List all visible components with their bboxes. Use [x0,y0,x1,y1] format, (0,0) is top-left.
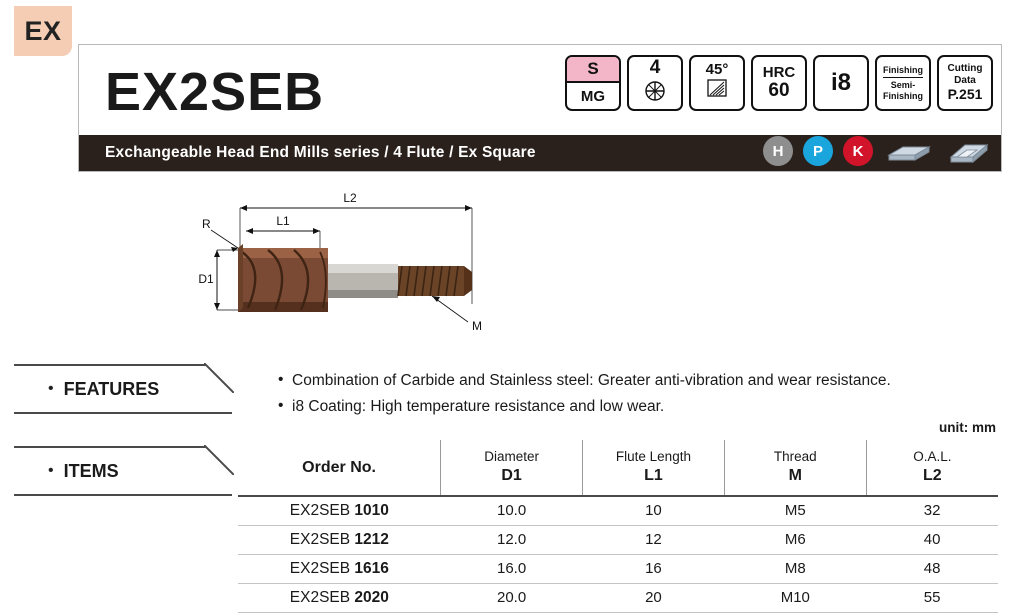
column-flute-length [583,440,725,496]
svg-text:M: M [472,319,482,333]
order-prefix: EX2SEB [289,501,355,519]
material-badge-k-label: K [852,142,864,160]
table-row [238,496,998,525]
badge-finishing-line2: Semi- [890,80,916,91]
material-badge-p [803,136,833,166]
order-code: 1010 [354,501,389,519]
items-table-body [238,496,998,612]
spec-badge-row [565,55,993,111]
cell-oal: 40 [866,525,998,554]
svg-text:D1: D1 [198,272,214,286]
features-section-tab [14,364,232,414]
cell-flute-length: 20 [583,583,725,612]
badge-flute-count-value: 4 [649,57,661,78]
order-code: 2020 [354,588,389,606]
series-corner-tag-label: EX [24,15,62,46]
series-corner-tag [14,6,72,56]
items-tab-corner [204,445,234,475]
svg-text:L1: L1 [276,214,290,228]
cell-order-no [238,496,441,525]
items-tab-label: ITEMS [63,460,119,481]
product-header-top [79,45,1001,137]
table-row [238,583,998,612]
material-badge-row [763,136,993,166]
cell-diameter: 12.0 [441,525,583,554]
column-thread-top: Thread [773,449,817,465]
cell-thread: M6 [724,525,866,554]
badge-finishing-line3: Finishing [883,90,923,101]
features-tab-corner [204,363,234,393]
badge-mg-bottom [567,83,619,109]
svg-text:R: R [202,217,211,231]
table-row [238,525,998,554]
badge-helix-angle-value: 45° [705,61,729,78]
cell-thread: M8 [724,554,866,583]
column-thread [724,440,866,496]
helix-angle-icon [704,77,730,104]
items-section-tab [14,446,232,496]
cell-order-no [238,525,441,554]
features-list [238,372,978,424]
cell-oal: 48 [866,554,998,583]
column-diameter-top: Diameter [484,449,539,465]
table-row [238,554,998,583]
badge-hardness-label: HRC [762,64,796,82]
list-item: • i8 Coating: High temperature resistance and low wear. [278,398,978,416]
badge-finishing-divider [883,77,923,78]
items-table [238,440,998,613]
order-code: 1212 [354,530,389,548]
badge-hardness [751,55,807,111]
badge-hardness-value: 60 [768,79,790,101]
items-bullet-icon: • [48,462,54,479]
column-oal-symbol: L2 [923,466,942,484]
cell-order-no [238,583,441,612]
features-tab-label: FEATURES [63,378,160,399]
tool-dimension-drawing [180,186,520,346]
column-diameter [441,440,583,496]
cell-flute-length: 10 [583,496,725,525]
table-header-row [238,440,998,496]
column-diameter-symbol: D1 [501,466,522,484]
page-title: EX2SEB [105,62,325,122]
material-badge-k [843,136,873,166]
material-badge-h-label: H [772,142,784,160]
badge-mg-top-label: S [587,59,599,79]
column-thread-symbol: M [788,466,802,484]
material-badge-h [763,136,793,166]
cell-diameter: 20.0 [441,583,583,612]
column-flute-length-top: Flute Length [615,449,691,465]
badge-cutting-data-line2: Data [954,74,976,86]
unit-note: unit: mm [939,420,996,435]
order-code: 1616 [354,559,389,577]
svg-text:L2: L2 [343,191,357,205]
cell-oal: 55 [866,583,998,612]
badge-cutting-data-line1: Cutting [947,63,983,75]
order-prefix: EX2SEB [289,530,355,548]
order-prefix: EX2SEB [289,559,355,577]
badge-mg [565,55,621,111]
order-prefix: EX2SEB [289,588,355,606]
badge-finishing-line1: Finishing [883,64,923,75]
column-order-no: Order No. [238,440,441,496]
four-flute-icon [642,79,668,108]
product-header-bar [79,135,1001,171]
features-bullet-icon: • [48,380,54,397]
badge-cutting-data-page: P.251 [947,86,983,103]
material-badge-p-label: P [812,142,823,160]
slotting-icon [883,137,933,165]
ramping-icon [943,137,993,165]
column-flute-length-symbol: L1 [644,466,663,484]
cell-diameter: 16.0 [441,554,583,583]
badge-helix-angle [689,55,745,111]
cell-oal: 32 [866,496,998,525]
badge-finishing [875,55,931,111]
cell-thread: M5 [724,496,866,525]
column-oal-top: O.A.L. [913,449,952,465]
badge-mg-top [567,57,619,83]
product-subtitle: Exchangeable Head End Mills series / 4 Flute / Ex Square [105,144,536,161]
product-header [78,44,1002,172]
cell-diameter: 10.0 [441,496,583,525]
cell-flute-length: 12 [583,525,725,554]
badge-cutting-data[interactable] [937,55,993,111]
cell-flute-length: 16 [583,554,725,583]
badge-mg-bottom-label: MG [580,87,606,105]
badge-flute-count [627,55,683,111]
list-item: • Combination of Carbide and Stainless steel: Greater anti-vibration and wear resistance. [278,372,978,390]
badge-coating-value: i8 [830,69,851,96]
cell-thread: M10 [724,583,866,612]
cell-order-no [238,554,441,583]
badge-coating [813,55,869,111]
column-oal [866,440,998,496]
